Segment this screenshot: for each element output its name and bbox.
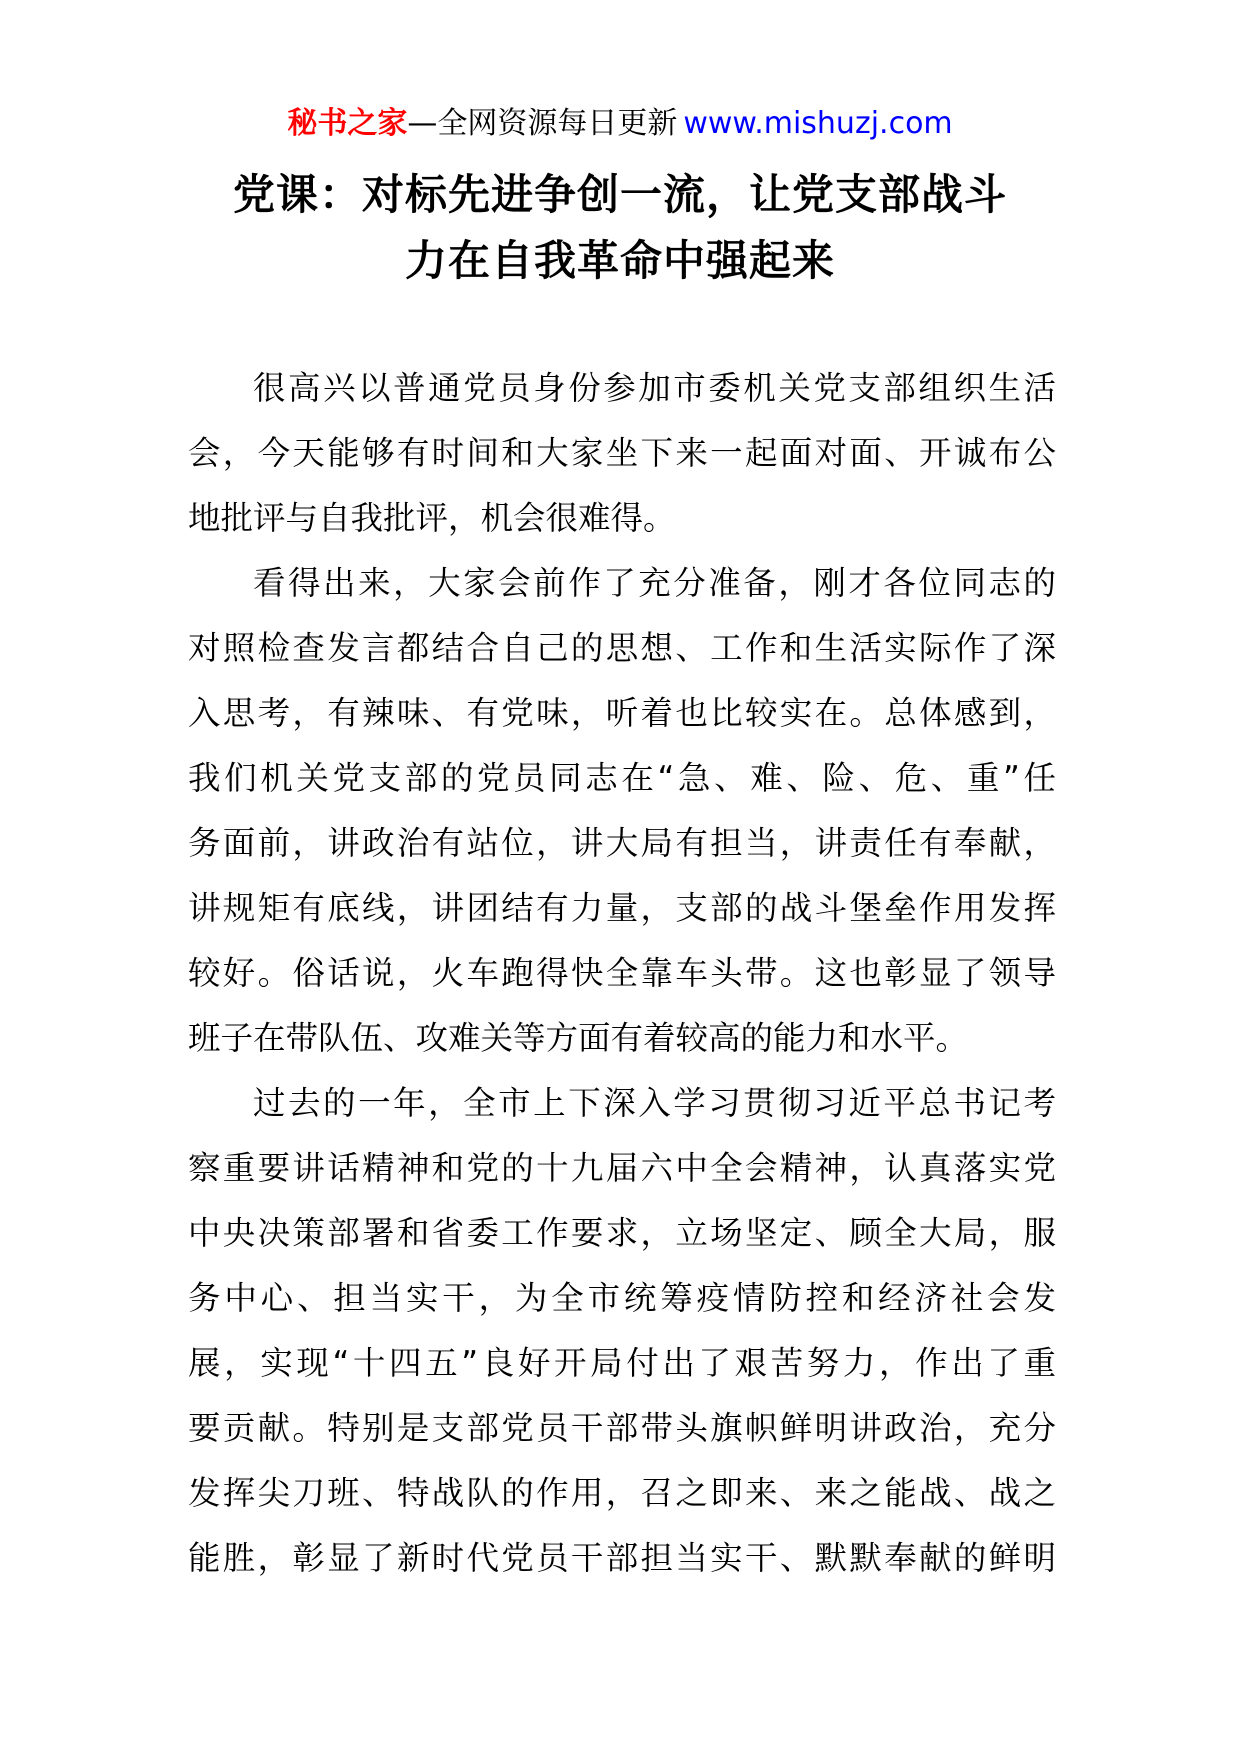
text-line: 能胜，彰显了新时代党员干部担当实干、默默奉献的鲜明 [188, 1539, 1056, 1577]
site-url-link[interactable]: www.mishuzj.com [683, 106, 953, 141]
document-body [188, 356, 1056, 1591]
text-line: 要贡献。特别是支部党员干部带头旗帜鲜明讲政治，充分 [188, 1409, 1056, 1447]
paragraph [188, 356, 1056, 551]
text-line: 讲规矩有底线，讲团结有力量，支部的战斗堡垒作用发挥 [188, 889, 1056, 927]
text-line: 发挥尖刀班、特战队的作用，召之即来、来之能战、战之 [188, 1474, 1056, 1512]
text-line: 我们机关党支部的党员同志在“急、难、险、危、重”任 [188, 759, 1056, 797]
paragraph [188, 1071, 1056, 1591]
text-line: 过去的一年，全市上下深入学习贯彻习近平总书记考 [253, 1084, 1056, 1122]
text-line: 对照检查发言都结合自己的思想、工作和生活实际作了深 [188, 629, 1056, 667]
text-line: 展，实现“十四五”良好开局付出了艰苦努力，作出了重 [188, 1344, 1056, 1382]
text-line: 中央决策部署和省委工作要求，立场坚定、顾全大局，服 [188, 1214, 1056, 1252]
title-line: 力在自我革命中强起来 [404, 236, 835, 285]
text-line: 较好。俗话说，火车跑得快全靠车头带。这也彰显了领导 [188, 954, 1056, 992]
text-line: 很高兴以普通党员身份参加市委机关党支部组织生活 [253, 369, 1056, 407]
text-line: 班子在带队伍、攻难关等方面有着较高的能力和水平。 [188, 1019, 969, 1057]
text-line: 会，今天能够有时间和大家坐下来一起面对面、开诚布公 [188, 434, 1056, 472]
text-line: 看得出来，大家会前作了充分准备，刚才各位同志的 [253, 564, 1056, 602]
text-line: 务面前，讲政治有站位，讲大局有担当，讲责任有奉献， [188, 824, 1056, 862]
site-header [0, 104, 1240, 144]
title-line: 党课：对标先进争创一流，让党支部战斗 [232, 170, 1007, 219]
document-title [170, 162, 1070, 294]
text-line: 入思考，有辣味、有党味，听着也比较实在。总体感到， [188, 694, 1056, 732]
text-line: 务中心、担当实干，为全市统筹疫情防控和经济社会发 [188, 1279, 1056, 1317]
site-brand: 秘书之家 [287, 106, 408, 141]
text-line: 地批评与自我批评，机会很难得。 [188, 499, 676, 537]
paragraph [188, 551, 1056, 1071]
text-line: 察重要讲话精神和党的十九届六中全会精神，认真落实党 [188, 1149, 1056, 1187]
site-tagline: —全网资源每日更新 [407, 106, 678, 141]
